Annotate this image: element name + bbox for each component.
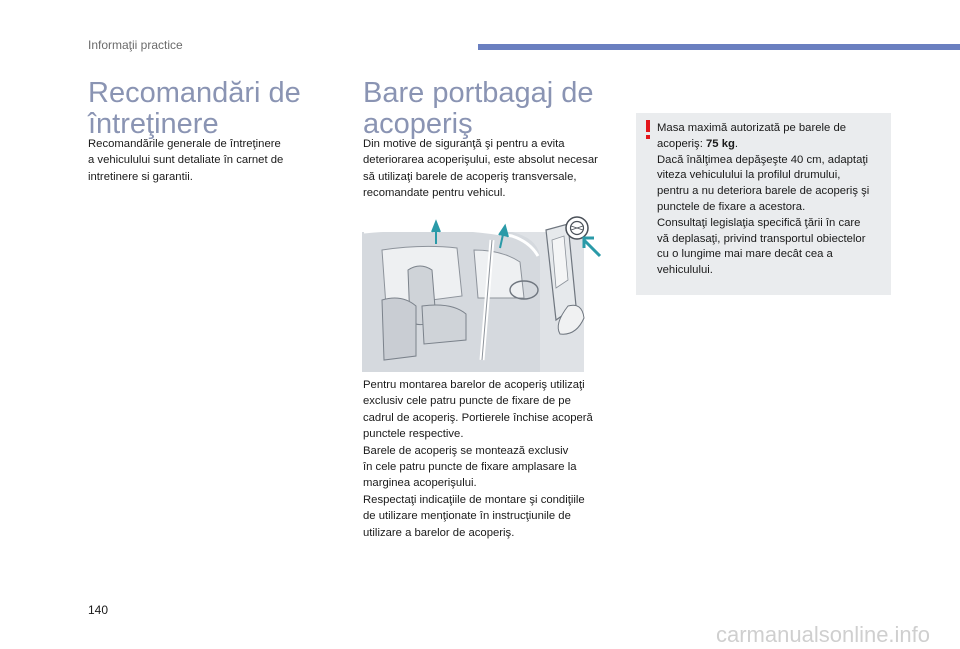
heading-line: Recomandări de — [88, 77, 301, 109]
heading-line: întreţinere — [88, 108, 219, 140]
text-line: cu o lungime mai mare decât cea a — [657, 248, 833, 261]
page-number: 140 — [88, 603, 109, 617]
heading-line: Bare portbagaj de — [363, 77, 594, 109]
text-line: exclusiv cele patru puncte de fixare de pe — [363, 395, 571, 408]
text-line: acoperiş: 75 kg. — [657, 137, 739, 150]
text-line: Recomandările generale de întreţinere — [88, 138, 281, 150]
text-line: Dacă înălţimea depăşeşte 40 cm, adaptaţi — [657, 153, 869, 166]
text-line: viteza vehiculului la profilul drumului, — [657, 169, 841, 182]
text-line: Barele de acoperiş se montează exclusiv — [363, 444, 569, 457]
text-line: Masa maximă autorizată pe barele de — [657, 122, 847, 134]
text-line: în cele patru puncte de fixare amplasare la — [363, 461, 577, 474]
text-line: marginea acoperişului. — [363, 477, 477, 490]
car-roof-fixing-points-illustration — [362, 210, 614, 372]
text-line: recomandate pentru vehicul. — [363, 187, 506, 200]
warning-exclamation-icon — [646, 120, 650, 138]
maintenance-heading — [88, 78, 301, 140]
maintenance-text — [88, 136, 283, 185]
roof-bars-intro — [363, 136, 598, 202]
text-line: Pentru montarea barelor de acoperiş utilizaţi — [363, 379, 585, 391]
section-title: Informaţii practice — [88, 38, 183, 52]
text-line: vehiculului. — [657, 264, 713, 277]
text-line: Din motive de siguranţă şi pentru a evita — [363, 138, 565, 150]
roof-bars-heading — [363, 78, 594, 140]
text-line: Consultaţi legislaţia specifică ţării în care — [657, 216, 861, 229]
text-line: a vehiculului sunt detaliate în carnet de — [88, 154, 284, 167]
max-load-value: 75 kg — [705, 137, 735, 150]
text-line: utilizare a barelor de acoperiş. — [363, 526, 515, 539]
text-line: pentru a nu deteriora barele de acoperiş şi — [657, 185, 870, 198]
text-line: intretinere si garantii. — [88, 170, 193, 183]
header-accent-bar — [478, 44, 960, 50]
text-line: deteriorarea acoperişului, este absolut necesar — [363, 154, 598, 167]
text-line: de utilizare menţionate în instrucţiunile de — [363, 510, 571, 523]
text-line: să utilizaţi barele de acoperiş transversale, — [363, 170, 577, 183]
text-line: Respectaţi indicaţiile de montare şi condiţiile — [363, 493, 585, 506]
text-line: punctele de fixare a acestora. — [657, 200, 806, 213]
text-line: punctele respective. — [363, 428, 464, 441]
text-line: vă deplasaţi, privind transportul obiectelor — [657, 232, 866, 245]
watermark: carmanualsonline.info — [716, 622, 931, 647]
heading-line: acoperiş — [363, 108, 473, 140]
warning-text — [657, 121, 869, 279]
text-line: cadrul de acoperiş. Portierele închise acoperă — [363, 411, 593, 424]
roof-bars-instructions — [363, 377, 593, 541]
